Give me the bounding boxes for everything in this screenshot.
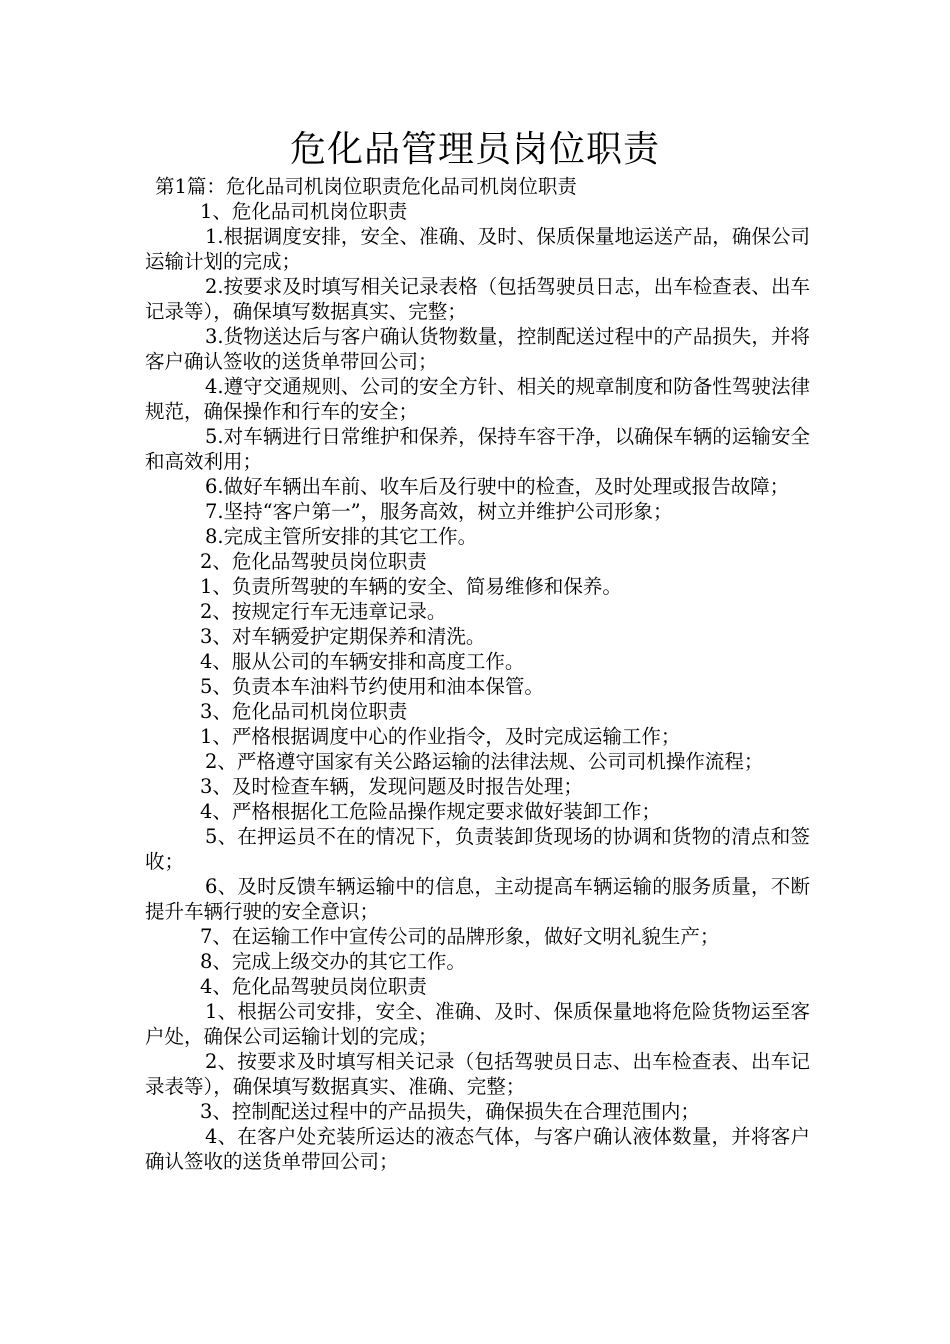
paragraph: 1、负责所驾驶的车辆的安全、简易维修和保养。	[200, 575, 622, 598]
paragraph: 4、严格根据化工危险品操作规定要求做好装卸工作；	[200, 800, 661, 823]
document-body	[145, 174, 810, 1174]
paragraph: 1、危化品司机岗位职责	[200, 200, 408, 223]
paragraph: 3、危化品司机岗位职责	[200, 700, 408, 723]
paragraph: 1.根据调度安排，安全、准确、及时、保质保量地运送产品，确保公司运输计划的完成；	[145, 225, 810, 273]
paragraph: 6、及时反馈车辆运输中的信息，主动提高车辆运输的服务质量，不断提升车辆行驶的安全意识；	[145, 875, 810, 923]
paragraph: 2、按要求及时填写相关记录（包括驾驶员日志、出车检查表、出车记录表等），确保填写数据真实、准确、完整；	[145, 1050, 810, 1098]
paragraph: 7.坚持“客户第一”，服务高效，树立并维护公司形象；	[205, 500, 673, 523]
paragraph: 1、根据公司安排，安全、准确、及时、保质保量地将危险货物运至客户处，确保公司运输计划的完成；	[145, 1000, 810, 1048]
paragraph: 5.对车辆进行日常维护和保养，保持车容干净，以确保车辆的运输安全和高效利用；	[145, 425, 810, 473]
paragraph: 3.货物送达后与客户确认货物数量，控制配送过程中的产品损失，并将客户确认签收的送货单带回公司；	[145, 325, 810, 373]
paragraph: 8.完成主管所安排的其它工作。	[205, 525, 478, 548]
paragraph: 4、危化品驾驶员岗位职责	[200, 975, 427, 998]
paragraph: 2.按要求及时填写相关记录表格（包括驾驶员日志，出车检查表、出车记录等），确保填写数据真实、完整；	[145, 275, 810, 323]
paragraph: 2、危化品驾驶员岗位职责	[200, 550, 427, 573]
document-title: 危化品管理员岗位职责	[289, 129, 660, 170]
paragraph: 3、控制配送过程中的产品损失，确保损失在合理范围内；	[200, 1100, 700, 1123]
paragraph: 1、严格根据调度中心的作业指令，及时完成运输工作；	[200, 725, 681, 748]
paragraph: 3、及时检查车辆，发现问题及时报告处理；	[200, 775, 583, 798]
paragraph: 4.遵守交通规则、公司的安全方针、相关的规章制度和防备性驾驶法律规范，确保操作和行车的安全；	[145, 375, 810, 423]
paragraph: 3、对车辆爱护定期保养和清洗。	[200, 625, 486, 648]
paragraph: 2、按规定行车无违章记录。	[200, 600, 447, 623]
paragraph: 2、严格遵守国家有关公路运输的法律法规、公司司机操作流程；	[205, 750, 764, 773]
paragraph: 6.做好车辆出车前、收车后及行驶中的检查，及时处理或报告故障；	[205, 475, 790, 498]
paragraph: 4、服从公司的车辆安排和高度工作。	[200, 650, 525, 673]
paragraph: 4、在客户处充装所运达的液态气体，与客户确认液体数量，并将客户确认签收的送货单带回公司；	[145, 1125, 810, 1173]
paragraph: 7、在运输工作中宣传公司的品牌形象，做好文明礼貌生产；	[200, 925, 720, 948]
paragraph: 第1篇：危化品司机岗位职责危化品司机岗位职责	[155, 175, 577, 198]
paragraph: 5、在押运员不在的情况下，负责装卸货现场的协调和货物的清点和签收；	[145, 825, 810, 873]
paragraph: 5、负责本车油料节约使用和油本保管。	[200, 675, 544, 698]
paragraph: 8、完成上级交办的其它工作。	[200, 950, 466, 973]
